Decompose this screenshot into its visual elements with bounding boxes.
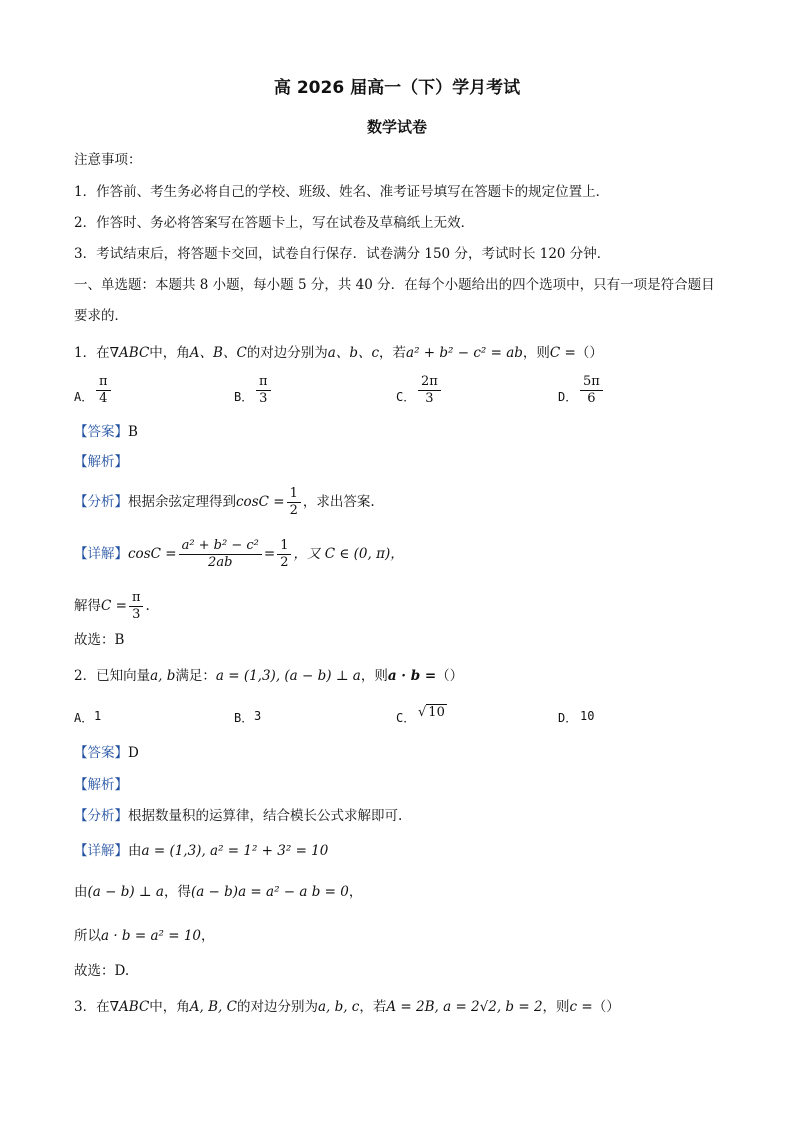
answer-tag: 【答案】	[74, 424, 128, 440]
q2-option-a-label: A．	[74, 711, 94, 725]
question-2-stem: 2．已知向量a, b满足：a = (1,3), (a − b) ⊥ a，则a · b =（）	[74, 668, 464, 684]
section-1-intro: 一、单选题：本题共 8 小题，每小题 5 分，共 40 分．在每个小题给出的四个选项中，只有一项是符合题目	[74, 277, 715, 293]
triangle-symbol: ∇ABC	[109, 345, 150, 361]
q2-option-c-label: C．	[396, 711, 416, 725]
q2-option-b-value: 3	[254, 709, 262, 723]
q1-choose: 故选：B	[74, 632, 125, 648]
q2-option-a-value: 1	[94, 709, 102, 723]
q1-option-d-label: D．	[558, 390, 578, 404]
q2-answer: 【答案】D	[74, 745, 139, 761]
q2-step-3: 所以a · b = a² = 10，	[74, 928, 215, 944]
q1-detail: 【详解】cosC = $\frac{\text{a² + b² − c²}}{2ab}$ = $\frac{1}{2}$ ，又 C ∈ (0, π)，	[74, 538, 404, 570]
question-3-stem: 3．在∇ABC中，角A, B, C的对边分别为a, b, c，若A = 2B, a = 2√2, b = 2，则c =（）	[74, 999, 620, 1015]
q2-fenxi: 【分析】根据数量积的运算律，结合模长公式求解即可.	[74, 808, 403, 824]
q2-analysis-tag: 【解析】	[74, 777, 128, 793]
q1-option-c-value: $\frac{2\pi}{3}$	[416, 374, 443, 407]
q1-option-d-value: $\frac{5\pi}{6}$	[578, 374, 605, 407]
q2-condition: a = (1,3), (a − b) ⊥ a	[215, 668, 361, 684]
q2-option-c-value: √ 10	[418, 705, 445, 720]
section-1-intro-cont: 要求的．	[74, 308, 128, 324]
q2-step-2: 由(a − b) ⊥ a，得(a − b)a = a² − a b = 0，	[74, 884, 363, 900]
exam-title: 高 2026 届高一（下）学月考试	[273, 78, 521, 98]
q1-solve: 解得C = $\frac{\pi}{3}$ .	[74, 590, 150, 622]
exam-subtitle: 数学试卷	[366, 118, 427, 136]
notice-item-2: 2．作答时、务必将答案写在答题卡上，写在试卷及草稿纸上无效．	[74, 215, 475, 231]
q1-option-b-label: B．	[234, 390, 254, 404]
notice-item-3: 3．考试结束后，将答题卡交回，试卷自行保存．试卷满分 150 分，考试时长 120 分钟．	[74, 246, 611, 262]
q1-option-b-value: $\frac{\pi}{3}$	[254, 374, 273, 407]
q2-detail: 【详解】由a = (1,3), a² = 1² + 3² = 10	[74, 843, 329, 859]
question-1-stem: 1．在∇ABC中，角A、B、C的对边分别为a、b、c，若a² + b² − c² = ab，则C =（）	[74, 345, 603, 361]
q1-answer: 【答案】B	[74, 424, 138, 440]
q2-option-d-label: D．	[558, 711, 578, 725]
q2-option-b-label: B．	[234, 711, 254, 725]
q1-fenxi: 【分析】根据余弦定理得到cosC = $\frac{1}{2}$ ，求出答案.	[74, 486, 375, 518]
notice-heading: 注意事项：	[74, 152, 142, 168]
q1-condition: a² + b² − c² = ab	[406, 345, 523, 361]
q2-option-d-value: 10	[580, 709, 595, 723]
q1-option-a-value: $\frac{\pi}{4}$	[94, 374, 113, 407]
q2-choose: 故选：D.	[74, 963, 130, 979]
notice-item-1: 1．作答前、考生务必将自己的学校、班级、姓名、准考证号填写在答题卡的规定位置上．	[74, 184, 610, 200]
q1-option-c-label: C．	[396, 390, 416, 404]
q1-option-a-label: A．	[74, 390, 94, 404]
q3-condition: A = 2B, a = 2√2, b = 2	[386, 999, 543, 1015]
q1-analysis-tag: 【解析】	[74, 454, 128, 470]
